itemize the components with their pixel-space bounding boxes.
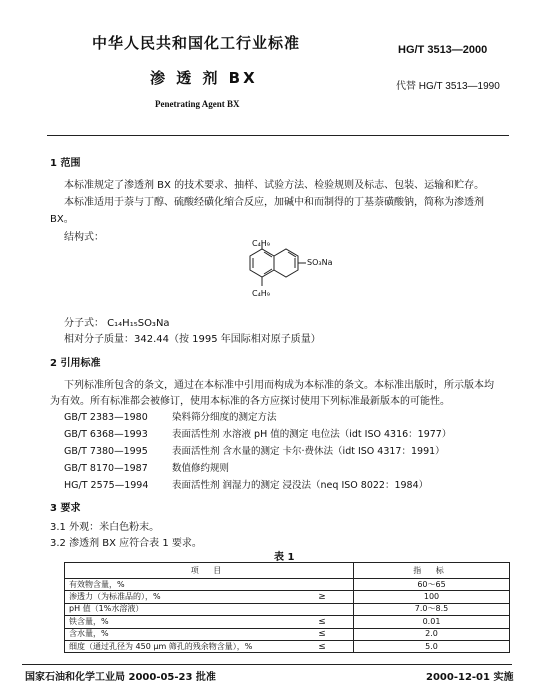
- requirements-table: [64, 562, 510, 653]
- replaces-standard: 代替 HG/T 3513—1990: [396, 81, 500, 92]
- references-intro-b: 为有效。所有标准都会被修订，使用本标准的各方应探讨使用下列标准最新版本的可能性。: [50, 396, 450, 407]
- row-item: pH 值（1%水溶液）: [65, 603, 292, 615]
- structural-formula-diagram: [220, 236, 333, 306]
- scope-paragraph-2b: BX。: [50, 214, 74, 225]
- row-value: 2.0: [354, 628, 510, 640]
- row-item: 含水量，%: [65, 628, 292, 640]
- row-operator: ≤: [291, 616, 354, 628]
- reference-item: [64, 460, 229, 474]
- requirement-3-2: 3.2 渗透剂 BX 应符合表 1 要求。: [50, 538, 202, 549]
- chem-substituent-bottom: C₄H₉: [252, 289, 271, 298]
- row-item: 细度（通过孔径为 450 μm 筛孔的残余物含量），%: [65, 640, 292, 652]
- scope-paragraph-2a: 本标准适用于萘与丁醇、硫酸经磺化缩合反应，加碱中和而制得的丁基萘磺酸钠，简称为渗透剂: [64, 197, 484, 208]
- reference-item: [64, 426, 451, 440]
- section-1-heading: 1 范围: [50, 158, 81, 169]
- row-operator: ≤: [291, 640, 354, 652]
- reference-code: GB/T 2383—1980: [64, 412, 148, 423]
- table-row: [65, 640, 510, 652]
- table-row: [65, 603, 510, 615]
- column-header-value: 指 标: [354, 563, 510, 579]
- column-header-item: 项 目: [65, 563, 354, 579]
- row-operator: [291, 603, 354, 615]
- references-intro-a: 下列标准所包含的条文，通过在本标准中引用而构成为本标准的条文。本标准出版时，所示版本均: [64, 380, 494, 391]
- reference-title: 数值修约规则: [172, 463, 230, 474]
- chem-substituent-right: SO₃Na: [307, 258, 333, 267]
- reference-item: [64, 477, 428, 491]
- scope-paragraph-1: 本标准规定了渗透剂 BX 的技术要求、抽样、试验方法、检验规则及标志、包装、运输和贮存。: [64, 180, 485, 191]
- row-value: 7.0～8.5: [354, 603, 510, 615]
- row-operator: ≤: [291, 628, 354, 640]
- row-item: 渗透力（为标准品的），%: [65, 591, 292, 603]
- structure-label: 结构式：: [64, 232, 104, 243]
- document-title: 渗 透 剂 BX: [150, 69, 258, 87]
- standard-number: HG/T 3513—2000: [398, 44, 488, 56]
- section-3-heading: 3 要求: [50, 503, 81, 514]
- chem-substituent-top: C₄H₉: [252, 239, 271, 248]
- header-divider: [47, 135, 509, 136]
- row-value: 0.01: [354, 616, 510, 628]
- reference-title: 表面活性剂 水溶液 pH 值的测定 电位法（idt ISO 4316：1977）: [172, 429, 452, 440]
- reference-title: 表面活性剂 含水量的测定 卡尔·费休法（idt ISO 4317：1991）: [172, 446, 445, 457]
- requirement-3-1: 3.1 外观：米白色粉末。: [50, 522, 160, 533]
- reference-title: 染料筛分细度的测定方法: [172, 412, 277, 423]
- row-operator: [291, 579, 354, 591]
- effective-date: 2000-12-01 实施: [426, 672, 514, 683]
- row-operator: ≥: [291, 591, 354, 603]
- reference-item: [64, 443, 445, 457]
- section-2-heading: 2 引用标准: [50, 358, 101, 369]
- english-title: Penetrating Agent BX: [155, 99, 240, 109]
- row-item: 铁含量，%: [65, 616, 292, 628]
- table-header-row: [65, 563, 510, 579]
- table-row: [65, 579, 510, 591]
- molecular-formula: 分子式： C₁₄H₁₅SO₃Na: [64, 318, 170, 329]
- row-value: 100: [354, 591, 510, 603]
- approval-line: 国家石油和化学工业局 2000-05-23 批准: [25, 672, 216, 683]
- reference-item: [64, 409, 277, 423]
- reference-code: HG/T 2575—1994: [64, 480, 149, 491]
- row-value: 5.0: [354, 640, 510, 652]
- table-row: [65, 591, 510, 603]
- reference-code: GB/T 8170—1987: [64, 463, 148, 474]
- reference-code: GB/T 7380—1995: [64, 446, 148, 457]
- reference-code: GB/T 6368—1993: [64, 429, 148, 440]
- table-caption: 表 1: [274, 552, 295, 563]
- table-row: [65, 616, 510, 628]
- reference-title: 表面活性剂 润湿力的测定 浸没法（neq ISO 8022：1984）: [172, 480, 429, 491]
- molecular-mass: 相对分子质量：342.44（按 1995 年国际相对原子质量）: [64, 334, 321, 345]
- row-value: 60～65: [354, 579, 510, 591]
- row-item: 有效物含量，%: [65, 579, 292, 591]
- footer-divider: [22, 664, 512, 665]
- table-row: [65, 628, 510, 640]
- standard-category-title: 中华人民共和国化工行业标准: [92, 34, 301, 52]
